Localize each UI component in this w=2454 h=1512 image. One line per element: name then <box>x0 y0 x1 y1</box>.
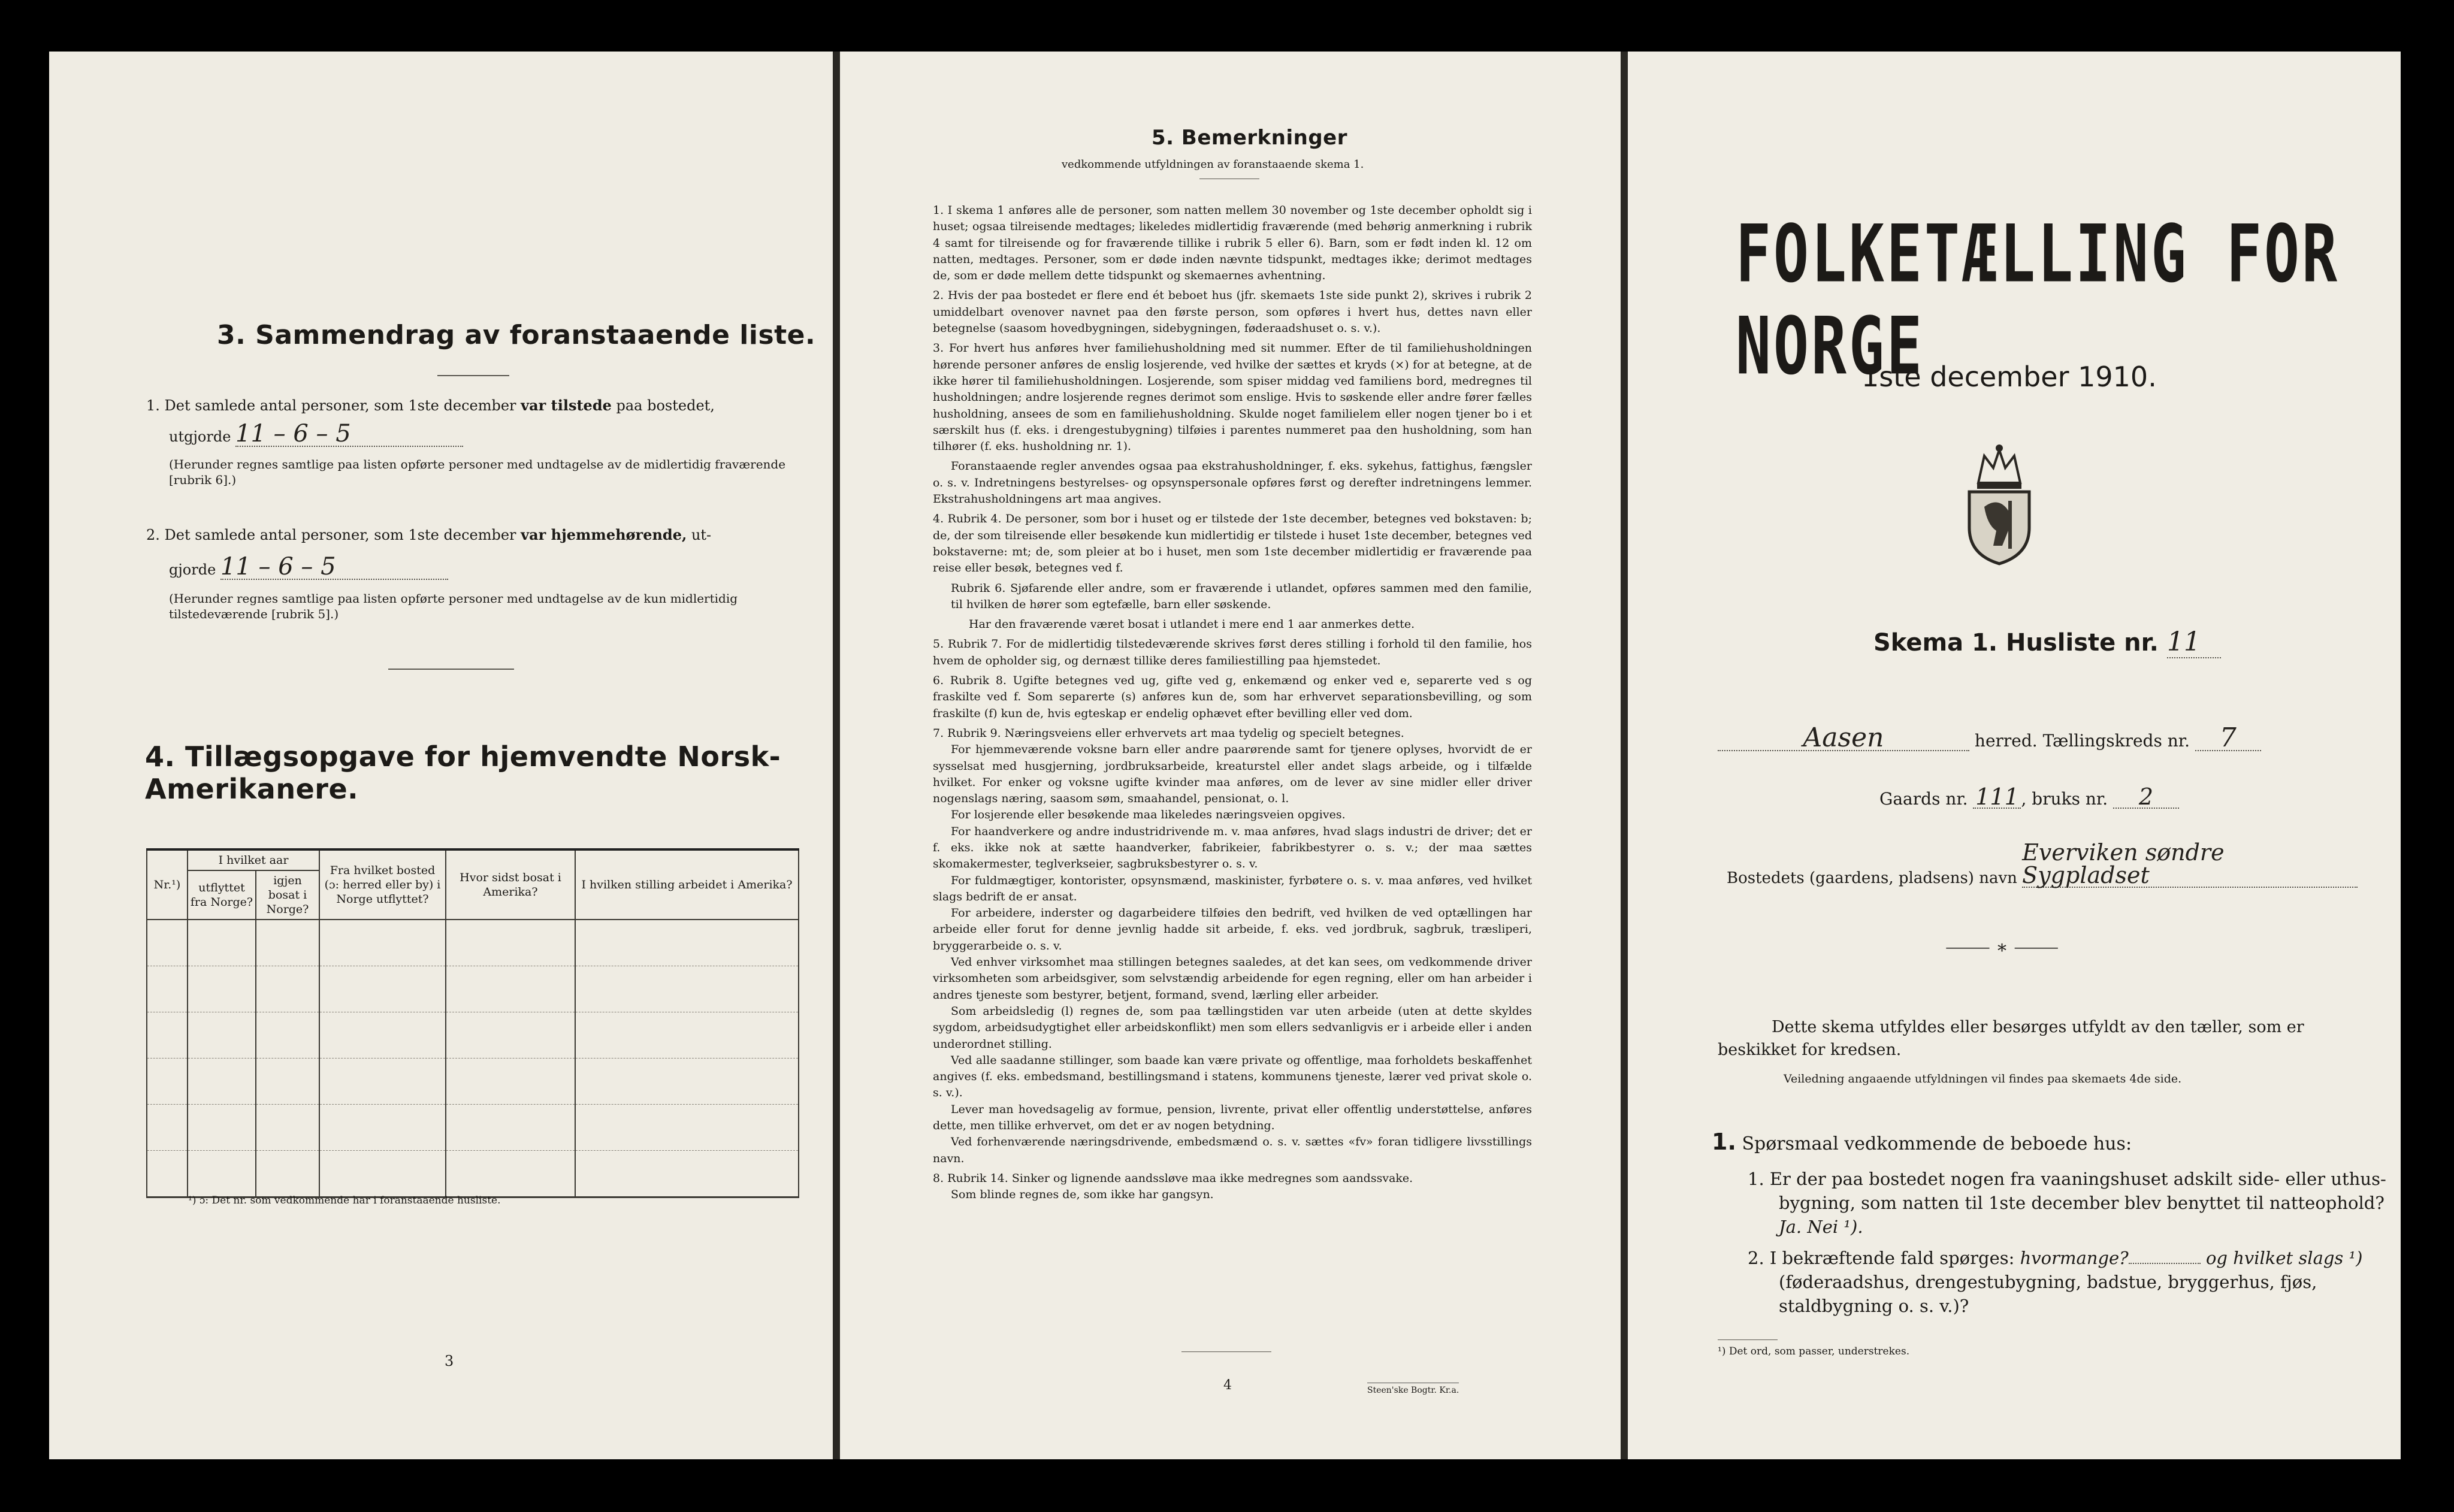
remark-item: 2. Hvis der paa bostedet er flere end ét beboet hus (jfr. skemaets 1ste side punkt 2), skrives i rubrik 2 umiddelbart ovenover navnet paa den første person, som opføres i hvert hus, dettes navn eller betegnelse (saasom hovedbygningen, sidebygningen, føderaadshuset o. s. v.). <box>933 289 1532 335</box>
norwegian-coat-of-arms-icon <box>1960 441 2038 567</box>
divider <box>437 375 509 376</box>
remark-item: Rubrik 6. Sjøfarende eller andre, som er fraværende i utlandet, opføres sammen med den familie, til hvilken de hører som egtefælle, barn eller søskende. <box>951 581 1532 611</box>
census-title: FOLKETÆLLING FOR NORGE <box>1736 208 2340 393</box>
schema-label: Skema 1. Husliste nr. <box>1873 629 2159 657</box>
item2-bold: var hjemmehørende, <box>521 526 687 543</box>
question-2-hvormange: hvormange? <box>2020 1248 2129 1268</box>
table-row <box>147 1012 799 1059</box>
section3-title: 3. Sammendrag av foranstaaende liste. <box>217 320 816 350</box>
col-hvor-sidst-bosat: Hvor sidst bosat i Amerika? <box>446 849 575 920</box>
questions-heading <box>1712 1129 2132 1155</box>
page-middle <box>840 52 1625 1459</box>
remark-item: Foranstaaende regler anvendes ogsaa paa ekstrahusholdninger, f. eks. sykehus, fattighus, fængsler o. s. v. Indretningens bestyrelses- og opsynspersonale opføres først og derefter indretningens lemmer. Ekstrahusholdningens art maa angives. <box>933 459 1532 506</box>
item1-utgjorde-row <box>169 422 463 447</box>
remark-item: Ved alle saadanne stillinger, som baade kan være private og offentlige, maa forholdets beskaffenhet angives (f. eks. embedsmand, bestillingsmand i statens, kommunens tjeneste, lærer ved privat skole o. s. v.). <box>933 1053 1532 1100</box>
spine <box>1621 52 1628 1459</box>
item1-text: 1. Det samlede antal personer, som 1ste december <box>146 397 521 414</box>
remark-item: For arbeidere, inderster og dagarbeidere tilføies den bedrift, ved hvilken de ved optællingen har arbeide eller forut for denne jevnlig hadde sit arbeide, f. eks. ved jordbruk, sagbruk, træsliperi, bryggerarbeide o. s. v. <box>933 906 1532 952</box>
item1-text-end: paa bostedet, <box>611 397 715 414</box>
ornament-divider: ⸻ ∗ ⸻ <box>1945 937 2059 958</box>
divider <box>1181 1351 1271 1352</box>
schema-row <box>1873 627 2221 658</box>
remark-item: Lever man hovedsagelig av formue, pension, livrente, privat eller offentlig understøttelse, anføres dette, men tillike erhvervet, om det er av nogen betydning. <box>933 1102 1532 1133</box>
bruks-value: 2 <box>2113 786 2179 809</box>
item2-utgjorde-row <box>169 555 448 580</box>
table-row <box>147 920 799 966</box>
question-1 <box>1748 1167 2390 1239</box>
section3-item2 <box>146 525 799 545</box>
remark-item: 4. Rubrik 4. De personer, som bor i huset og er tilstede der 1ste december, betegnes ved bokstaven: b; de, der som tilreisende eller besøkende kun midlertidig er tilstede i huset 1ste december, betegnes ved bokstaverne: mt; de, som pleier at bo i huset, men som 1ste december midlertidig er fraværende paa reise eller besøk, betegnes ved f. <box>933 512 1532 575</box>
intro-text: Dette skema utfyldes eller besørges utfyldt av den tæller, som er beskikket for kredsen. <box>1718 1018 2304 1059</box>
item2-note: (Herunder regnes samtlige paa listen opførte personer med undtagelse av de kun midlertidig tilstedeværende [rubrik 5].) <box>169 591 738 621</box>
item1-note: (Herunder regnes samtlige paa listen opførte personer med undtagelse av de midlertidig fraværende [rubrik 6].) <box>169 457 786 487</box>
remark-item: Som arbeidsledig (l) regnes de, som paa tællingstiden var uten arbeide (uten at dette skyldes sygdom, arbeidsudygtighet eller arbeidskonflikt) men som ellers sedvanligvis er i arbeide eller i anden underordnet stilling. <box>933 1004 1532 1051</box>
col-utflyttet: utflyttet fra Norge? <box>188 870 256 920</box>
questions-heading-number: 1. <box>1712 1129 1736 1155</box>
item2-utgjorde-label: gjorde <box>169 561 216 578</box>
remark-item: For hjemmeværende voksne barn eller andre paarørende samt for tjenere oplyses, hvorvidt de er sysselsat med husgjerning, jordbruksarbeide, kreaturstel eller andet slags arbeide, og i tilfælde hvilket. For enker og voksne ugifte kvinder maa anføres, om de lever av sine midler eller driver nogenslags næring, saasom søm, smaahandel, pensionat, o. l. <box>933 743 1532 806</box>
remark-item: Som blinde regnes de, som ikke har gangsyn. <box>951 1188 1214 1202</box>
kreds-label: Tællingskreds nr. <box>2042 731 2190 751</box>
col-i-hvilket-aar: I hvilket aar <box>188 849 319 870</box>
section5-title: 5. Bemerkninger <box>1152 126 1347 150</box>
herred-row <box>1718 722 2261 753</box>
section4-footnote: ¹) ɔ: Det nr. som vedkommende har i foranstaaende husliste. <box>188 1195 501 1206</box>
page-number: 4 <box>1223 1378 1232 1393</box>
item2-text-end: ut- <box>687 527 712 543</box>
remark-item: 5. Rubrik 7. For de midlertidig tilstedeværende skrives først deres stilling i forhold til den familie, hos hvem de opholder sig, og dernæst tillike deres familiestilling paa hjemstedet. <box>933 637 1532 667</box>
norsk-amerikanere-table <box>146 848 799 1198</box>
col-stilling: I hvilken stilling arbeidet i Amerika? <box>575 849 799 920</box>
section5-subtitle: vedkommende utfyldningen av foranstaaende skema 1. <box>1062 158 1364 171</box>
remark-item: 8. Rubrik 14. Sinker og lignende aandssløve maa ikke medregnes som aandssvake. <box>933 1171 1413 1185</box>
bosted-label: Bostedets (gaardens, pladsens) navn <box>1727 869 2017 887</box>
remarks-list <box>933 202 1532 1207</box>
questions-heading-text: Spørsmaal vedkommende de beboede hus: <box>1742 1133 2132 1154</box>
gaards-row <box>1879 786 2179 809</box>
remark-item: 6. Rubrik 8. Ugifte betegnes ved ug, gifte ved g, enkemænd og enker ved e, separerte ved s og fraskilte ved f. Som separerte (s) anføres kun de, som har erhvervet separationsbevilling, og som fraskilte (f) kun de, hvis egteskap er endelig ophævet efter bevilling eller ved dom. <box>933 674 1532 720</box>
item1-bold: var tilstede <box>521 397 612 414</box>
intro-subtext: Veiledning angaaende utfyldningen vil findes paa skemaets 4de side. <box>1784 1072 2182 1085</box>
remark-item: Har den fraværende været bosat i utlandet i mere end 1 aar anmerkes dette. <box>969 618 1415 631</box>
question-2 <box>1748 1246 2396 1318</box>
census-date: 1ste december 1910. <box>1861 361 2157 393</box>
bosted-value: Everviken søndre Sygpladset <box>2022 841 2358 888</box>
item2-total-value: 11 – 6 – 5 <box>220 555 448 580</box>
item1-utgjorde-label: utgjorde <box>169 428 231 445</box>
page-number: 3 <box>445 1353 454 1369</box>
remark-item: Ved forhenværende næringsdrivende, embedsmænd o. s. v. sættes «fv» foran tidligere livsstillings navn. <box>933 1135 1532 1165</box>
table-row <box>147 966 799 1012</box>
herred-value: Aasen <box>1718 726 1969 751</box>
question-2-text-end: (føderaadshus, drengestubygning, badstue, bryggerhus, fjøs, staldbygning o. s. v.)? <box>1779 1272 2317 1316</box>
question-1-text: 1. Er der paa bostedet nogen fra vaaningshuset adskilt side- eller uthus-bygning, som natten til 1ste december blev benyttet til natteophold? <box>1748 1169 2386 1213</box>
remark-item: 7. Rubrik 9. Næringsveiens eller erhvervets art maa tydelig og specielt betegnes. <box>933 726 1404 740</box>
remark-item: Ved enhver virksomhet maa stillingen betegnes saaledes, at det kan sees, om vedkommende driver virksomheten som arbeidsgiver, som selvstændig arbeidende for egen regning, eller om han arbeider i andres tjeneste som bestyrer, betjent, formand, svend, lærling eller arbeider. <box>933 955 1532 1002</box>
bosted-row <box>1727 841 2358 888</box>
gaards-value: 111 <box>1973 786 2021 809</box>
table-row <box>147 1059 799 1105</box>
col-nr: Nr.¹) <box>147 849 188 920</box>
gaards-label: Gaards nr. <box>1879 789 1968 809</box>
kreds-value: 7 <box>2195 726 2261 751</box>
remark-item: For losjerende eller besøkende maa likeledes næringsveien opgives. <box>951 808 1346 822</box>
printer-mark: Steen'ske Bogtr. Kr.a. <box>1367 1383 1459 1396</box>
husliste-nr-value: 11 <box>2167 627 2221 658</box>
divider <box>388 669 514 670</box>
section3-item1 <box>146 395 799 416</box>
remark-item: For haandverkere og andre industridrivende m. v. maa anføres, hvad slags industri de driver; det er f. eks. ikke nok at sætte haandverker, fabrikeier, fabrikbestyrer o. s. v.; der maa sættes skomakermester, teglverkseier, sagbruksbestyrer o. s. v. <box>933 824 1532 871</box>
question-2-og-hvilket: og hvilket slags ¹) <box>2205 1248 2363 1268</box>
page-left <box>49 52 833 1459</box>
spine <box>833 52 840 1459</box>
table-row <box>147 1151 799 1197</box>
divider <box>1718 1339 1778 1340</box>
herred-label: herred. <box>1974 731 2038 751</box>
table-row <box>147 1105 799 1151</box>
col-igjen-bosat: igjen bosat i Norge? <box>256 870 319 920</box>
question-1-answer: Ja. Nei ¹). <box>1779 1217 1863 1237</box>
item1-total-value: 11 – 6 – 5 <box>235 422 463 447</box>
page-right <box>1628 52 2401 1459</box>
right-footnote: ¹) Det ord, som passer, understrekes. <box>1718 1345 1910 1357</box>
col-fra-hvilket-bosted: Fra hvilket bosted (ɔ: herred eller by) i Norge utflyttet? <box>319 849 446 920</box>
bruks-label: , bruks nr. <box>2021 789 2108 809</box>
question-2-text: 2. I bekræftende fald spørges: <box>1748 1248 2015 1268</box>
remark-item: 1. I skema 1 anføres alle de personer, som natten mellem 30 november og 1ste december opholdt sig i huset; ogsaa tilreisende medtages; likeledes midlertidig fraværende (med behørig anmerkning i rubrik 4 samt for tilreisende og for fraværende tillike i rubrik 5 eller 6). Barn, som er født inden kl. 12 om natten, medtages. Personer, som er døde inden nævnte tidspunkt, medtages ikke; derimot medtages de, som er døde mellem dette tidspunkt og skemaernes avhentning. <box>933 204 1532 283</box>
remark-item: For fuldmægtiger, kontorister, opsynsmænd, maskinister, fyrbøtere o. s. v. maa anføres, ved hvilket slags bedrift de er ansat. <box>933 873 1532 903</box>
item2-text: 2. Det samlede antal personer, som 1ste december <box>146 527 521 543</box>
section4-title: 4. Tillægsopgave for hjemvendte Norsk-Amerikanere. <box>145 740 781 805</box>
remark-item: 3. For hvert hus anføres hver familiehusholdning med sit nummer. Efter de til familiehusholdningen hørende personer anføres de enslig losjerende, ved hvilke der sættes et kryds (×) for at betegne, at de ikke hører til familiehusholdningen. Losjerende, som spiser middag ved familiens bord, medregnes til husholdningen; andre losjerende regnes derimot som enslige. Hvis to søskende eller andre fører fælles husholdning, ansees de som en familiehusholdning. Skulde noget familielem eller nogen tjener bo i et særskilt hus (f. eks. i drengestubygning) tilføies i parentes nummeret paa den husholdning, som han tilhører (f. eks. husholdning nr. 1). <box>933 341 1532 453</box>
